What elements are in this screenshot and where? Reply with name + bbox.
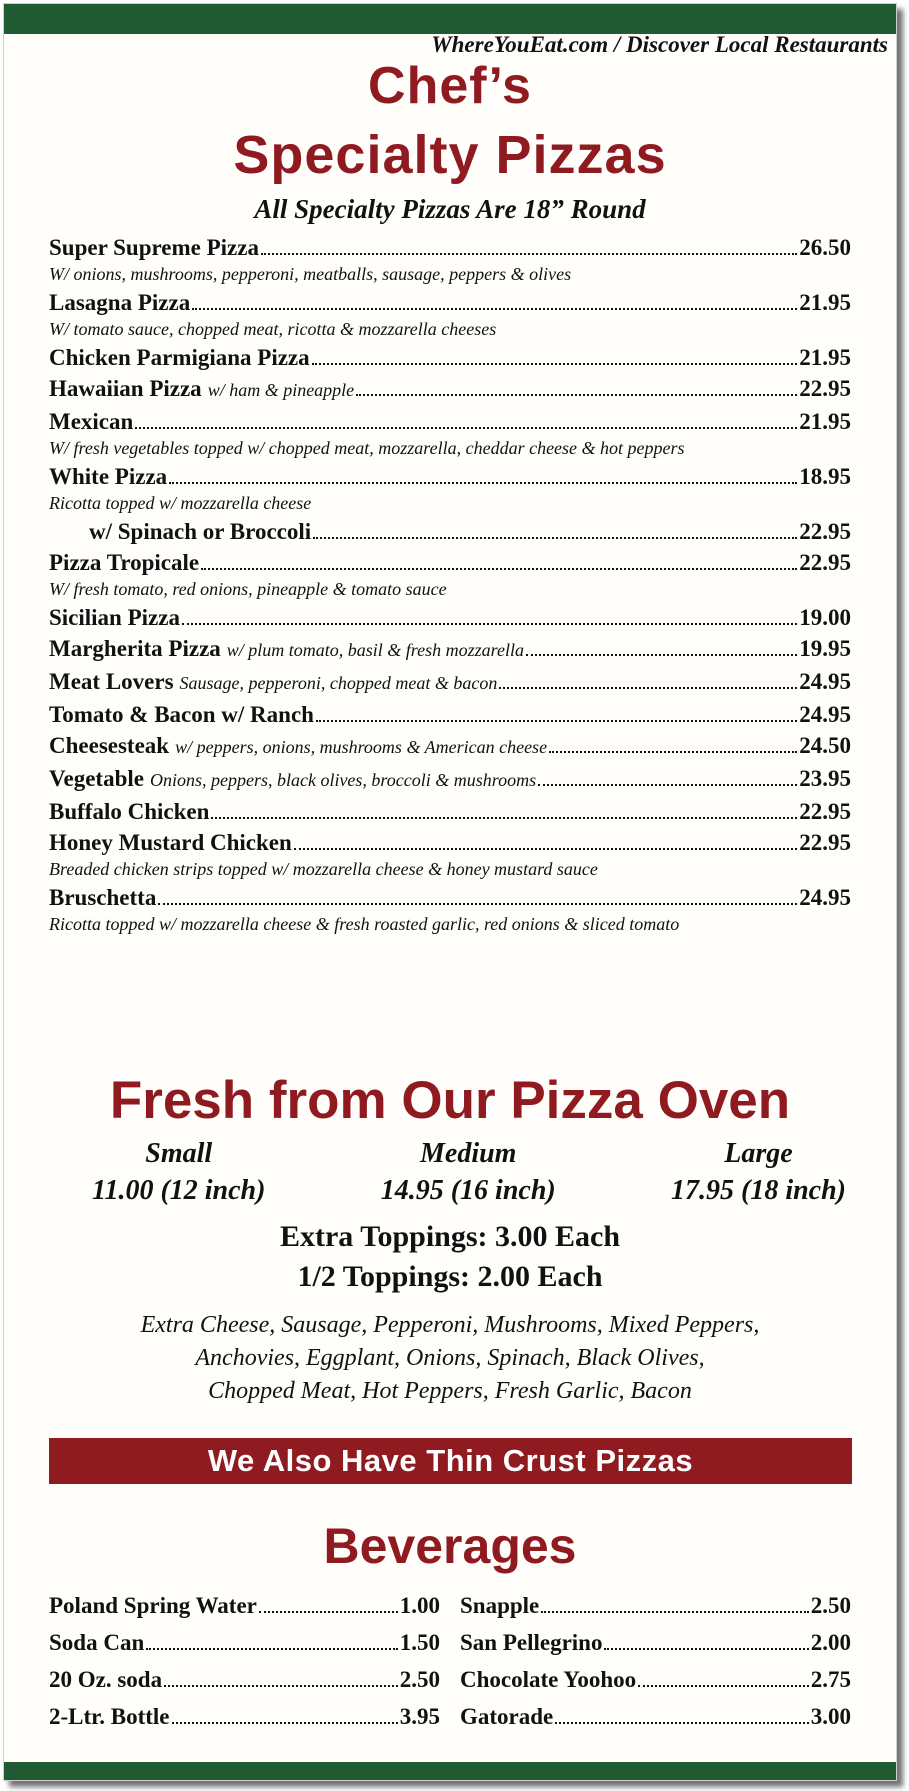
size-prices [92,1136,846,1210]
item-description: Ricotta topped w/ mozzarella cheese [49,493,312,513]
menu-item [49,763,851,796]
item-description: W/ fresh vegetables topped w/ chopped meat, mozzarella, cheddar cheese & hot peppers [49,438,685,458]
item-description: W/ fresh tomato, red onions, pineapple & tomato sauce [49,579,447,599]
dot-leader [172,1722,398,1724]
menu-item [49,882,851,937]
menu-item-row [460,1698,851,1735]
item-inline-description: Sausage, pepperoni, chopped meat & bacon [179,673,498,693]
item-price: 22.95 [799,376,851,401]
dot-leader [638,1685,809,1687]
dot-leader [313,537,797,539]
item-price: 24.95 [799,702,851,727]
size-medium [381,1136,556,1210]
menu-item [49,373,851,406]
dot-leader [182,623,797,625]
beverages-right-column [460,1587,851,1735]
menu-item [49,406,851,461]
item-name: Bruschetta [49,885,157,910]
menu-item [49,516,851,547]
item-price: 21.95 [799,345,851,370]
item-price: 24.95 [799,885,851,910]
dot-leader [541,1611,808,1613]
menu-item-row [460,1661,851,1698]
menu-item [49,699,851,730]
dot-leader [538,784,797,786]
item-price: 2.50 [399,1667,440,1692]
item-name: Soda Can [49,1630,145,1655]
item-price: 22.95 [799,550,851,575]
item-name: Hawaiian Pizza [49,376,202,401]
item-name: Chicken Parmigiana Pizza [49,345,310,370]
dot-leader [169,482,797,484]
menu-item [49,796,851,827]
item-name: Sicilian Pizza [49,605,180,630]
dot-leader [259,1611,398,1613]
item-price: 2.00 [810,1630,851,1655]
item-price: 2.75 [810,1667,851,1692]
menu-item-row [49,1624,440,1661]
menu-item-row [49,516,851,547]
item-price: 2.50 [810,1593,851,1618]
menu-item-row [49,406,851,437]
menu-item [49,602,851,633]
menu-item-row [49,1698,440,1735]
item-name: 20 Oz. soda [49,1667,163,1692]
topping-line: Chopped Meat, Hot Peppers, Fresh Garlic, Bacon [208,1378,692,1404]
dot-leader [201,568,797,570]
menu-item-row [49,633,851,666]
item-price: 18.95 [799,464,851,489]
item-description: W/ onions, mushrooms, pepperoni, meatballs, sausage, peppers & olives [49,264,572,284]
menu-item-row [49,287,851,318]
beverages-list [49,1587,851,1735]
beverages-title: Beverages [323,1518,577,1574]
menu-item-row [49,699,851,730]
menu-item [49,666,851,699]
menu-item-row [49,342,851,373]
menu-item [49,633,851,666]
dot-leader [158,903,797,905]
menu-item [49,827,851,882]
item-name: Tomato & Bacon w/ Ranch [49,702,314,727]
item-inline-description: Onions, peppers, black olives, broccoli & mushrooms [149,770,537,790]
menu-item-row [49,666,851,699]
item-price: 3.00 [810,1704,851,1729]
menu-item-row [460,1624,851,1661]
menu-item-row [49,232,851,263]
dot-leader [294,848,797,850]
dot-leader [549,751,797,753]
item-price: 22.95 [799,799,851,824]
size-label: Medium [420,1138,517,1169]
item-price: 21.95 [799,290,851,315]
menu-item-row [49,547,851,578]
dot-leader [604,1648,808,1650]
menu-item [49,547,851,602]
menu-item-row [49,1661,440,1698]
item-inline-description: w/ ham & pineapple [207,380,355,400]
menu-item-row [49,796,851,827]
item-name: w/ Spinach or Broccoli [89,519,312,544]
item-name: Pizza Tropicale [49,550,200,575]
menu-item-row [49,882,851,913]
size-label: Large [724,1138,793,1169]
item-price: 22.95 [799,519,851,544]
size-price: 11.00 (12 inch) [92,1175,266,1206]
menu-item-row [49,730,851,763]
extra-toppings-price: Extra Toppings: 3.00 Each [279,1220,621,1253]
item-price: 26.50 [799,235,851,260]
size-label: Small [145,1138,213,1169]
item-name: 2-Ltr. Bottle [49,1704,170,1729]
dot-leader [146,1648,398,1650]
item-price: 3.95 [399,1704,440,1729]
menu-item-row [49,827,851,858]
menu-item-row [49,461,851,492]
top-green-bar [4,4,896,34]
size-price: 14.95 (16 inch) [380,1175,556,1206]
item-price: 19.00 [799,605,851,630]
size-price: 17.95 (18 inch) [671,1175,846,1206]
menu-item [49,342,851,373]
item-name: San Pellegrino [460,1630,603,1655]
item-name: Meat Lovers [49,669,174,694]
item-name: White Pizza [49,464,168,489]
item-price: 22.95 [799,830,851,855]
dot-leader [499,687,797,689]
menu-item-row [49,1587,440,1624]
topping-line: Extra Cheese, Sausage, Pepperoni, Mushrooms, Mixed Peppers, [140,1312,760,1338]
oven-section-title: Fresh from Our Pizza Oven [109,1071,791,1130]
item-price: 1.00 [399,1593,440,1618]
menu-item-row [49,373,851,406]
dot-leader [555,1722,808,1724]
half-toppings-price: 1/2 Toppings: 2.00 Each [297,1260,603,1293]
item-price: 24.50 [799,733,851,758]
topping-list [4,1309,896,1408]
item-name: Lasagna Pizza [49,290,191,315]
beverages-left-column [49,1587,440,1735]
item-name: Vegetable [49,766,144,791]
menu-item [49,287,851,342]
item-name: Cheesesteak [49,733,170,758]
topping-line: Anchovies, Eggplant, Onions, Spinach, Black Olives, [195,1345,705,1371]
menu-item [49,232,851,287]
dot-leader [164,1685,398,1687]
item-name: Honey Mustard Chicken [49,830,292,855]
size-large [671,1136,846,1210]
menu-item-row [49,602,851,633]
menu-item-row [49,763,851,796]
menu-item [49,730,851,763]
dot-leader [135,427,797,429]
item-description: W/ tomato sauce, chopped meat, ricotta & mozzarella cheeses [49,319,497,339]
dot-leader [316,720,797,722]
menu-item-row [460,1587,851,1624]
menu-item [49,461,851,516]
item-name: Margherita Pizza [49,636,221,661]
item-name: Chocolate Yoohoo [460,1667,637,1692]
dot-leader [261,253,797,255]
item-price: 1.50 [399,1630,440,1655]
item-price: 24.95 [799,669,851,694]
specialty-pizza-list [49,232,851,937]
item-description: Breaded chicken strips topped w/ mozzarella cheese & honey mustard sauce [49,859,598,879]
item-description: Ricotta topped w/ mozzarella cheese & fresh roasted garlic, red onions & sliced tomato [49,914,680,934]
watermark-text: WhereYouEat.com / Discover Local Restaurants [431,32,888,57]
thin-crust-banner: We Also Have Thin Crust Pizzas [49,1438,852,1484]
subtitle: All Specialty Pizzas Are 18” Round [254,194,646,224]
item-name: Poland Spring Water [49,1593,257,1618]
item-name: Mexican [49,409,134,434]
dot-leader [312,363,798,365]
size-small [92,1136,265,1210]
item-price: 19.95 [799,636,851,661]
dot-leader [356,394,797,396]
menu-page [3,3,897,1781]
item-inline-description: w/ peppers, onions, mushrooms & American cheese [175,737,548,757]
bottom-green-bar [4,1762,896,1780]
item-inline-description: w/ plum tomato, basil & fresh mozzarella [226,640,524,660]
dot-leader [526,654,797,656]
item-name: Buffalo Chicken [49,799,210,824]
page-title-line1: Chef’s [368,57,532,115]
item-price: 23.95 [799,766,851,791]
item-name: Snapple [460,1593,540,1618]
dot-leader [211,817,797,819]
dot-leader [192,308,797,310]
item-name: Super Supreme Pizza [49,235,259,260]
item-price: 21.95 [799,409,851,434]
page-title-line2: Specialty Pizzas [233,125,667,185]
item-name: Gatorade [460,1704,554,1729]
